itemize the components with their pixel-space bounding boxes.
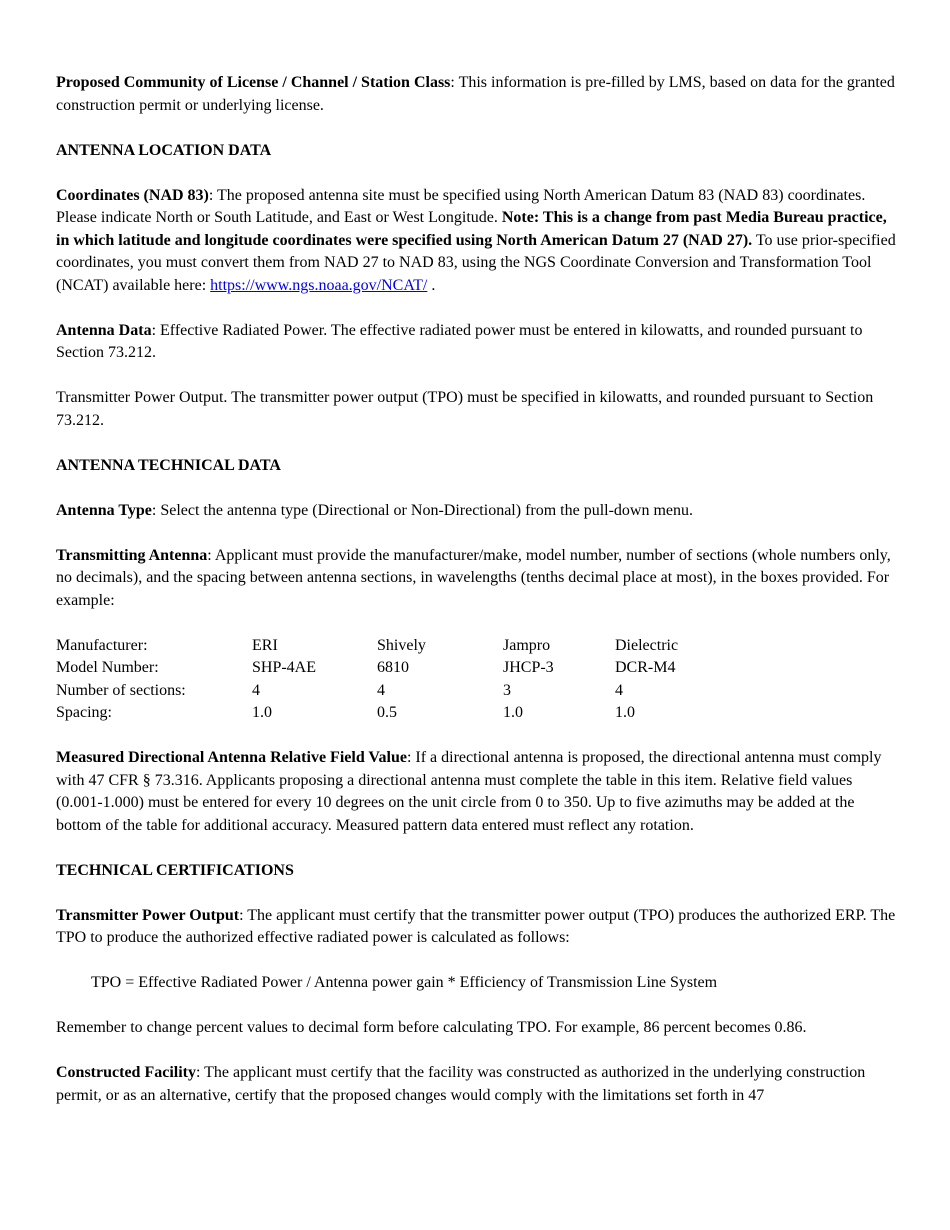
- row-label: Spacing:: [56, 704, 112, 721]
- constructed-facility-paragraph: [56, 1062, 901, 1107]
- technical-certifications-heading: TECHNICAL CERTIFICATIONS: [56, 861, 294, 879]
- tpo-cert-text: : The applicant must certify that the transmitter power output (TPO) produces the authorized ERP. The TPO to produce the authorized effective radiated power is calculated as follows:: [56, 906, 896, 946]
- table-cell: 1.0: [503, 704, 523, 721]
- community-paragraph: [56, 72, 901, 117]
- tpo-cert-label: Transmitter Power Output: [56, 906, 240, 924]
- community-label: Proposed Community of License / Channel / Station Class: [56, 74, 451, 91]
- antenna-type-label: Antenna Type: [56, 501, 152, 519]
- ncat-link[interactable]: https://www.ngs.noaa.gov/NCAT/: [210, 276, 428, 294]
- antenna-example-table: [56, 635, 715, 725]
- antenna-data-paragraph: [56, 320, 901, 365]
- table-cell: JHCP-3: [503, 659, 554, 676]
- table-cell: SHP-4AE: [252, 659, 317, 676]
- constructed-facility-label: Constructed Facility: [56, 1064, 196, 1081]
- tpo-formula: TPO = Effective Radiated Power / Antenna power gain * Efficiency of Transmission Line System: [91, 974, 718, 991]
- table-cell: 1.0: [615, 704, 635, 721]
- coordinates-note: Note: This is a change from past Media Bureau practice, in which latitude and longitude coordinates were specified using North American Datum 27 (NAD 27).: [56, 209, 887, 249]
- tpo-paragraph: Transmitter Power Output. The transmitter power output (TPO) must be specified in kilowatts, and rounded pursuant to Section 73.212.: [56, 389, 874, 429]
- table-cell: DCR-M4: [615, 659, 676, 676]
- antenna-type-text: : Select the antenna type (Directional or Non-Directional) from the pull-down menu.: [151, 501, 694, 519]
- constructed-facility-text: : The applicant must certify that the facility was constructed as authorized in the underlying construction permit, or as an alternative, certify that the proposed changes would comply with the limitations set forth in 47: [56, 1064, 866, 1104]
- table-row: [56, 657, 715, 680]
- table-row: [56, 702, 715, 725]
- coordinates-text: : The proposed antenna site must be specified using North American Datum 83 (NAD 83) coordinates. Please indicate North or South Latitude, and East or West Longitude.: [56, 186, 866, 226]
- table-cell: 6810: [377, 659, 409, 676]
- row-label: Model Number:: [56, 659, 159, 676]
- table-cell: 3: [503, 681, 511, 699]
- community-text: : This information is pre-filled by LMS, based on data for the granted construction permit or underlying license.: [56, 74, 895, 114]
- measured-field-label: Measured Directional Antenna Relative Field Value: [56, 749, 407, 766]
- antenna-location-heading: ANTENNA LOCATION DATA: [56, 141, 272, 159]
- antenna-technical-heading: ANTENNA TECHNICAL DATA: [56, 456, 281, 474]
- antenna-type-paragraph: [56, 500, 901, 523]
- measured-field-text: : If a directional antenna is proposed, the directional antenna must comply with 47 CFR § 73.316. Applicants proposing a directional antenna must complete the table in this item. Relative field values (0.001-1.000) must be entered for every 10 degrees on the unit circle from 0 to 350. Up to five azimuths may be added at the bottom of the table for additional accuracy. Measured pattern data entered must reflect any rotation.: [56, 749, 882, 834]
- antenna-data-text: : Effective Radiated Power. The effective radiated power must be entered in kilowatts, and rounded pursuant to Section 73.212.: [56, 321, 863, 361]
- document-page: [56, 72, 901, 1130]
- table-row: [56, 635, 715, 658]
- coordinates-text-2: To use prior-specified coordinates, you must convert them from NAD 27 to NAD 83, using the NGS Coordinate Conversion and Transformation Tool (NCAT) available here:: [56, 231, 896, 294]
- table-cell: ERI: [252, 636, 278, 654]
- table-cell: Jampro: [503, 636, 551, 654]
- table-cell: Shively: [377, 636, 426, 654]
- coordinates-paragraph: [56, 185, 901, 298]
- coordinates-text-3: .: [427, 276, 436, 294]
- remember-paragraph: Remember to change percent values to decimal form before calculating TPO. For example, 86 percent becomes 0.86.: [56, 1019, 807, 1036]
- measured-field-paragraph: [56, 747, 901, 837]
- antenna-data-label: Antenna Data: [56, 321, 152, 339]
- table-row: [56, 680, 715, 703]
- table-cell: 0.5: [377, 704, 397, 721]
- table-cell: 4: [377, 681, 385, 699]
- table-cell: 4: [252, 681, 260, 699]
- coordinates-label: Coordinates (NAD 83): [56, 186, 209, 204]
- transmitting-antenna-text: : Applicant must provide the manufacturer/make, model number, number of sections (whole numbers only, no decimals), and the spacing between antenna sections, in wavelengths (tenths decimal place at most), in the boxes provided. For example:: [56, 546, 891, 609]
- transmitting-antenna-paragraph: [56, 545, 901, 613]
- transmitting-antenna-label: Transmitting Antenna: [56, 546, 208, 564]
- table-cell: 4: [615, 681, 623, 699]
- row-label: Manufacturer:: [56, 636, 148, 654]
- table-cell: 1.0: [252, 704, 272, 721]
- table-cell: Dielectric: [615, 636, 679, 654]
- row-label: Number of sections:: [56, 681, 186, 699]
- tpo-cert-paragraph: [56, 905, 901, 950]
